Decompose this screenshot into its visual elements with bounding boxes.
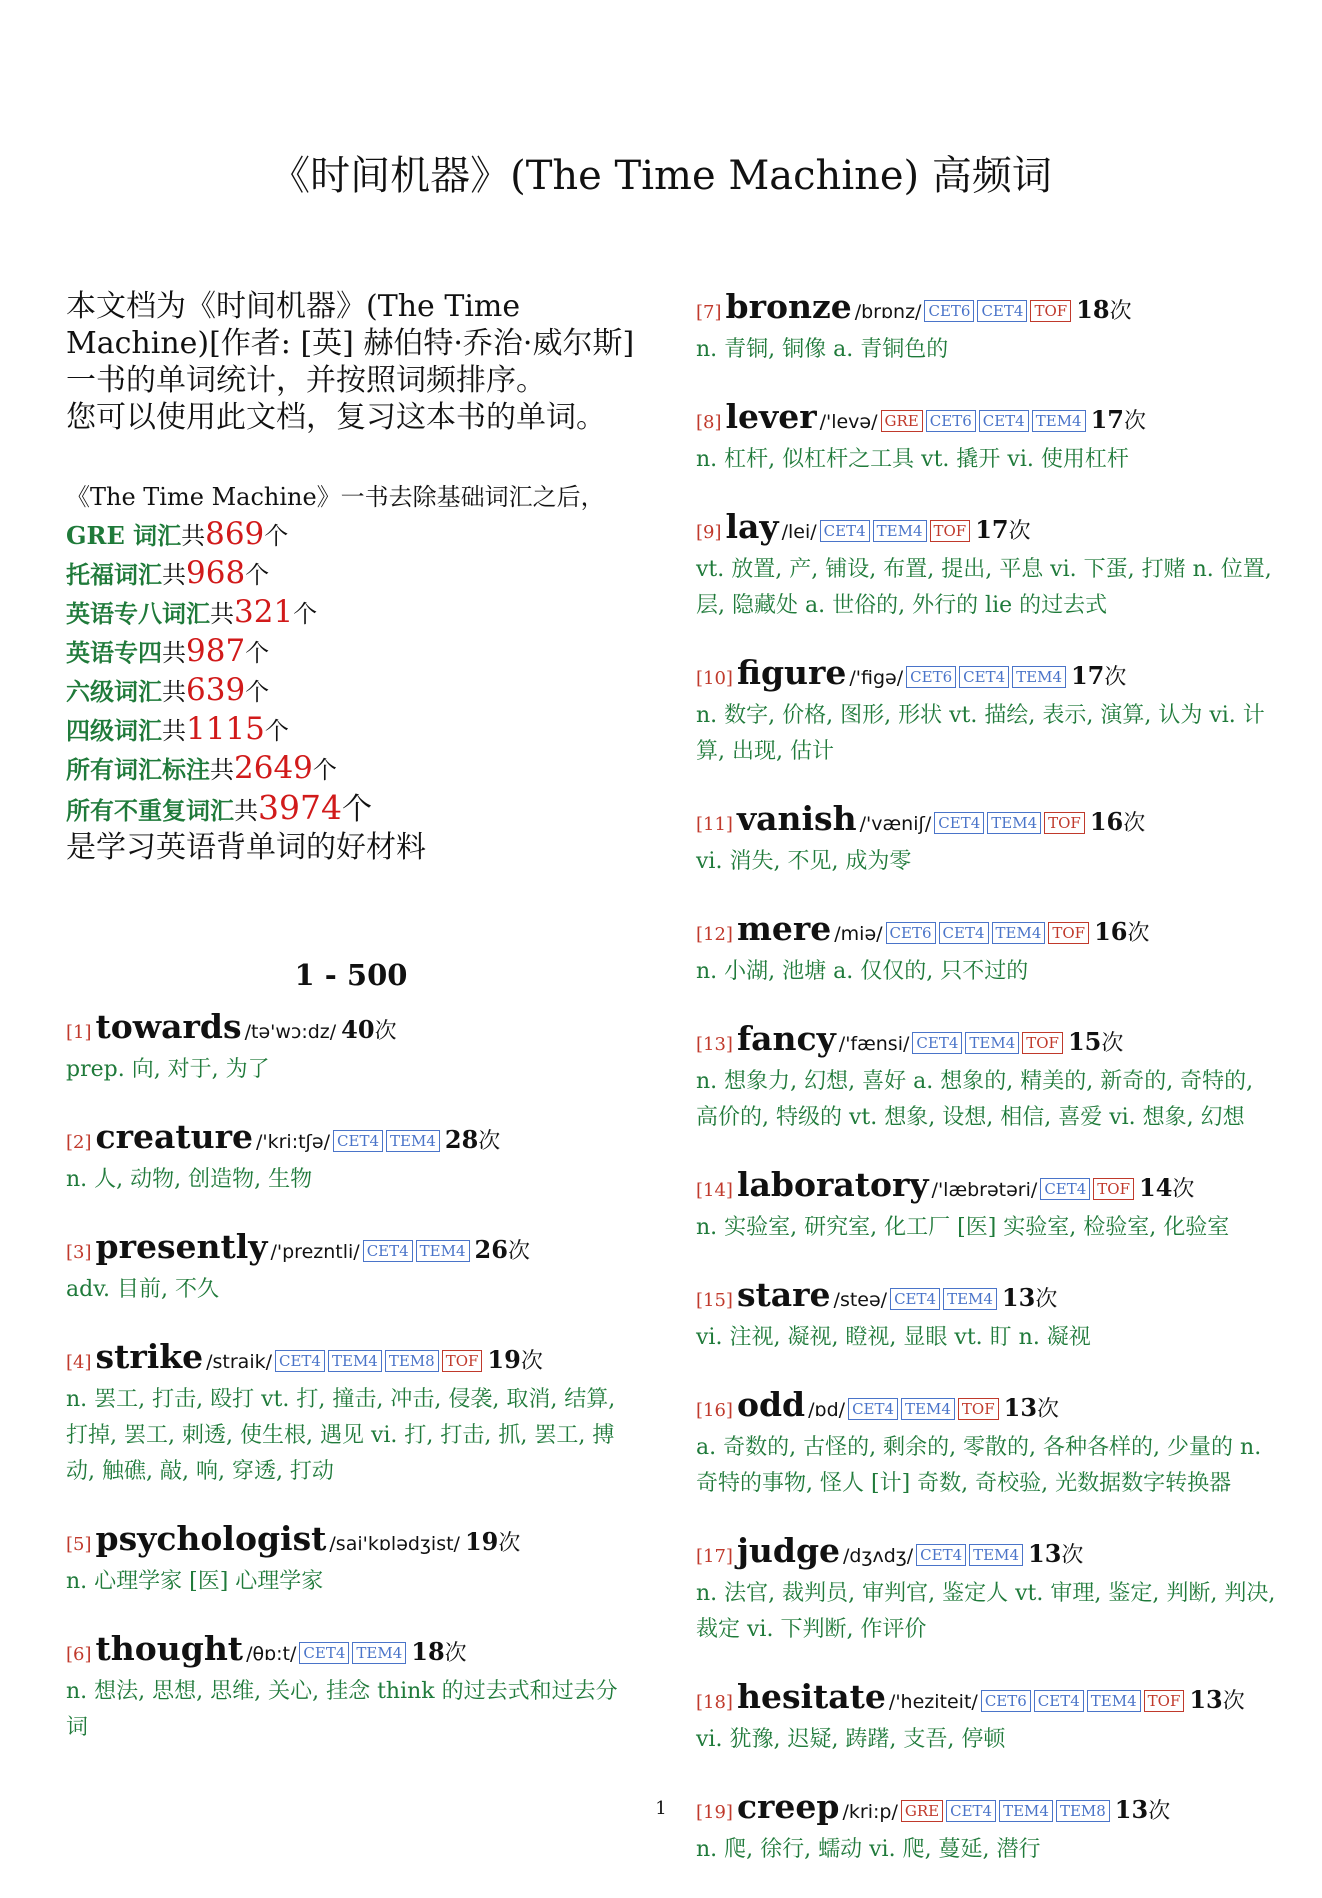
word-entry [696, 654, 1276, 770]
frequency-unit: 次 [1222, 1689, 1245, 1714]
entry-index: [18] [696, 1692, 733, 1713]
exam-tag-cet4: CET4 [333, 1130, 383, 1152]
entry-definition: n. 爬, 徐行, 蠕动 vi. 爬, 蔓延, 潜行 [696, 1837, 1041, 1862]
exam-tag-tem4: TEM4 [1032, 410, 1086, 432]
entry-pronunciation: /'læbrətəri/ [931, 1179, 1038, 1201]
frequency-unit: 次 [1123, 811, 1146, 836]
entry-word: lever [725, 397, 817, 436]
exam-tag-cet4: CET4 [946, 1800, 996, 1822]
entry-index: [10] [696, 668, 733, 689]
stat-label: 托福词汇 [66, 560, 162, 589]
stat-suffix: 共 [162, 678, 186, 706]
word-entry [696, 1386, 1276, 1502]
stat-line [66, 594, 636, 633]
entry-index: [11] [696, 814, 733, 835]
stat-unit: 个 [312, 756, 337, 784]
exam-tag-cet4: CET4 [959, 666, 1009, 688]
exam-tag-tem4: TEM4 [965, 1032, 1019, 1054]
exam-tag-cet4: CET4 [912, 1032, 962, 1054]
entry-frequency: 26 [474, 1235, 508, 1264]
entry-frequency: 15 [1067, 1027, 1102, 1056]
exam-tag-tof: TOF [930, 520, 971, 542]
word-entry [696, 1276, 1276, 1356]
word-entry [696, 1020, 1276, 1136]
entry-index: [15] [696, 1290, 733, 1311]
entry-word: strike [95, 1337, 204, 1376]
stat-unit: 个 [264, 522, 289, 550]
entry-definition: n. 心理学家 [医] 心理学家 [66, 1569, 324, 1594]
stat-suffix: 共 [162, 639, 186, 667]
stat-line [66, 789, 636, 830]
intro [66, 288, 636, 436]
left-column [66, 288, 636, 1776]
entry-head [66, 1630, 636, 1674]
entry-index: [9] [696, 522, 722, 543]
entry-definition: n. 小湖, 池塘 a. 仅仅的, 只不过的 [696, 959, 1029, 984]
stat-suffix: 共 [234, 797, 258, 825]
word-entry [696, 910, 1276, 990]
entry-definition: n. 杠杆, 似杠杆之工具 vt. 撬开 vi. 使用杠杆 [696, 447, 1129, 472]
entry-frequency: 13 [1114, 1795, 1149, 1824]
entry-head [66, 1118, 636, 1162]
frequency-unit: 次 [1104, 665, 1127, 690]
entry-definition: vi. 犹豫, 迟疑, 踌躇, 支吾, 停顿 [696, 1727, 1006, 1752]
exam-tag-tem4: TEM4 [999, 1800, 1053, 1822]
frequency-unit: 次 [374, 1019, 397, 1044]
page-title: 《时间机器》(The Time Machine) 高频词 [270, 153, 1052, 199]
entry-frequency: 19 [464, 1527, 499, 1556]
entry-frequency: 13 [1001, 1283, 1036, 1312]
exam-tag-tof: TOF [1044, 812, 1085, 834]
word-entry [696, 398, 1276, 478]
entry-frequency: 40 [341, 1015, 375, 1044]
exam-tag-cet6: CET6 [924, 300, 974, 322]
exam-tag-cet4: CET4 [1034, 1690, 1084, 1712]
entry-head [696, 800, 1276, 844]
exam-tag-gre: GRE [881, 410, 923, 432]
stat-label: 所有词汇标注 [66, 755, 210, 784]
exam-tag-tem8: TEM8 [385, 1350, 439, 1372]
entry-frequency: 17 [1070, 661, 1105, 690]
entry-pronunciation: /dʒʌdʒ/ [843, 1545, 914, 1567]
entry-definition: prep. 向, 对于, 为了 [66, 1057, 270, 1082]
exam-tag-cet4: CET4 [979, 410, 1029, 432]
frequency-unit: 次 [1037, 1397, 1060, 1422]
exam-tag-gre: GRE [901, 1800, 943, 1822]
entry-pronunciation: /'prezntli/ [270, 1241, 360, 1263]
entry-index: [14] [696, 1180, 733, 1201]
stat-count: 2649 [234, 750, 313, 786]
entry-pronunciation: /brɒnz/ [854, 301, 922, 323]
stat-unit: 个 [293, 600, 318, 628]
exam-tag-tof: TOF [1144, 1690, 1185, 1712]
entry-definition: a. 奇数的, 古怪的, 剩余的, 零散的, 各种各样的, 少量的 n. 奇特的事物, 怪人 [计] 奇数, 奇校验, 光数据数字转换器 [696, 1435, 1262, 1496]
entry-head [696, 654, 1276, 698]
entry-index: [6] [66, 1644, 92, 1665]
entry-head [66, 1338, 636, 1382]
entry-head [696, 1276, 1276, 1320]
stat-line [66, 516, 636, 555]
stats-lead: 《The Time Machine》一书去除基础词汇之后， [66, 483, 605, 511]
entry-head [696, 398, 1276, 442]
exam-tag-tem4: TEM4 [901, 1398, 955, 1420]
entry-word: hesitate [736, 1677, 886, 1716]
entry-head [66, 1008, 636, 1052]
entry-head [696, 1166, 1276, 1210]
exam-tag-tem4: TEM4 [873, 520, 927, 542]
entry-frequency: 17 [1090, 405, 1124, 434]
entry-word: presently [95, 1227, 268, 1266]
entry-definition: vi. 注视, 凝视, 瞪视, 显眼 vt. 盯 n. 凝视 [696, 1325, 1091, 1350]
exam-tag-cet6: CET6 [981, 1690, 1031, 1712]
stat-suffix: 共 [162, 561, 186, 589]
frequency-unit: 次 [444, 1641, 467, 1666]
entry-frequency: 19 [487, 1345, 521, 1374]
stat-label: 所有不重复词汇 [66, 796, 234, 825]
word-entry [696, 800, 1276, 880]
frequency-unit: 次 [1109, 299, 1132, 324]
entry-frequency: 16 [1094, 917, 1128, 946]
entry-frequency: 14 [1139, 1173, 1173, 1202]
page-number: 1 [655, 1798, 667, 1819]
entry-word: mere [736, 909, 832, 948]
entry-word: judge [736, 1531, 841, 1570]
stat-unit: 个 [245, 639, 270, 667]
exam-tag-tof: TOF [1022, 1032, 1063, 1054]
exam-tag-cet4: CET4 [820, 520, 870, 542]
entry-index: [5] [66, 1534, 92, 1555]
entry-word: laboratory [736, 1165, 929, 1204]
exam-tag-tem4: TEM4 [328, 1350, 382, 1372]
entry-pronunciation: /'heziteit/ [888, 1691, 978, 1713]
stat-label: 英语专四 [66, 638, 162, 667]
entry-pronunciation: /ɒd/ [808, 1399, 846, 1421]
entry-head [696, 508, 1276, 552]
entry-pronunciation: /kri:p/ [842, 1801, 898, 1823]
entry-word: towards [95, 1007, 242, 1046]
entry-word: psychologist [95, 1519, 327, 1558]
exam-tag-tof: TOF [1048, 922, 1089, 944]
exam-tag-tem4: TEM4 [987, 812, 1041, 834]
exam-tag-cet4: CET4 [848, 1398, 898, 1420]
frequency-unit: 次 [1172, 1177, 1195, 1202]
word-entry [66, 1228, 636, 1308]
frequency-unit: 次 [1008, 519, 1031, 544]
stat-unit: 个 [264, 717, 289, 745]
entry-pronunciation: /'kri:tʃə/ [255, 1131, 331, 1153]
entry-pronunciation: /θɒ:t/ [246, 1643, 297, 1665]
word-entry [66, 1338, 636, 1490]
exam-tag-cet4: CET4 [977, 300, 1027, 322]
entry-frequency: 18 [411, 1637, 445, 1666]
exam-tag-cet6: CET6 [886, 922, 936, 944]
stat-unit: 个 [341, 792, 372, 827]
stat-count: 987 [186, 633, 246, 669]
section-heading: 1 - 500 [294, 958, 408, 992]
entry-definition: adv. 目前, 不久 [66, 1277, 219, 1302]
entry-index: [7] [696, 302, 722, 323]
frequency-unit: 次 [1148, 1799, 1171, 1824]
word-entry [66, 1118, 636, 1198]
stat-count: 869 [205, 516, 265, 552]
entry-head [696, 288, 1276, 332]
entry-index: [17] [696, 1546, 733, 1567]
entry-head [696, 1532, 1276, 1576]
entry-frequency: 18 [1076, 295, 1110, 324]
exam-tag-cet6: CET6 [926, 410, 976, 432]
entry-pronunciation: /miə/ [834, 923, 883, 945]
exam-tag-cet4: CET4 [934, 812, 984, 834]
entry-head [696, 1678, 1276, 1722]
exam-tag-cet4: CET4 [299, 1642, 349, 1664]
word-entry [66, 1630, 636, 1746]
entry-definition: n. 罢工, 打击, 殴打 vt. 打, 撞击, 冲击, 侵袭, 取消, 结算, 打掉, 罢工, 刺透, 使生根, 遇见 vi. 打, 打击, 抓, 罢工, 搏动, 触礁, 敲, 响, 穿透, 打动 [66, 1387, 616, 1484]
exam-tag-tem4: TEM4 [969, 1544, 1023, 1566]
entry-definition: n. 青铜, 铜像 a. 青铜色的 [696, 337, 949, 362]
exam-tag-tem4: TEM4 [386, 1130, 440, 1152]
entry-pronunciation: /tə'wɔ:dz/ [244, 1021, 337, 1043]
exam-tag-tof: TOF [1093, 1178, 1134, 1200]
entry-frequency: 17 [975, 515, 1009, 544]
entry-definition: n. 实验室, 研究室, 化工厂 [医] 实验室, 检验室, 化验室 [696, 1215, 1230, 1240]
word-entry [696, 1678, 1276, 1758]
entry-frequency: 28 [444, 1125, 479, 1154]
entry-frequency: 13 [1003, 1393, 1038, 1422]
frequency-unit: 次 [478, 1129, 501, 1154]
frequency-unit: 次 [520, 1349, 543, 1374]
stat-suffix: 共 [210, 600, 234, 628]
frequency-unit: 次 [1127, 921, 1150, 946]
entry-definition: n. 想象力, 幻想, 喜好 a. 想象的, 精美的, 新奇的, 奇特的, 高价的, 特级的 vt. 想象, 设想, 相信, 喜爱 vi. 想象, 幻想 [696, 1069, 1254, 1130]
frequency-unit: 次 [498, 1531, 521, 1556]
entry-frequency: 13 [1189, 1685, 1223, 1714]
entry-head [66, 1520, 636, 1564]
exam-tag-tof: TOF [958, 1398, 999, 1420]
stat-unit: 个 [245, 561, 270, 589]
exam-tag-tem4: TEM4 [1087, 1690, 1141, 1712]
word-entry [66, 1008, 636, 1088]
stat-line [66, 711, 636, 750]
entry-index: [3] [66, 1242, 92, 1263]
entry-index: [13] [696, 1034, 733, 1055]
exam-tag-cet4: CET4 [1040, 1178, 1090, 1200]
exam-tag-cet4: CET4 [916, 1544, 966, 1566]
frequency-unit: 次 [1061, 1543, 1084, 1568]
stat-label: 英语专八词汇 [66, 599, 210, 628]
exam-tag-tem4: TEM4 [1012, 666, 1066, 688]
entry-word: bronze [725, 287, 852, 326]
entry-head [696, 910, 1276, 954]
entry-definition: vi. 消失, 不见, 成为零 [696, 849, 912, 874]
stat-label: 四级词汇 [66, 716, 162, 745]
word-entry [66, 1520, 636, 1600]
entry-pronunciation: /'figə/ [849, 667, 904, 689]
stats-block [66, 479, 636, 866]
exam-tag-cet4: CET4 [363, 1240, 413, 1262]
exam-tag-tem4: TEM4 [352, 1642, 406, 1664]
stat-suffix: 共 [181, 522, 206, 550]
entry-definition: n. 数字, 价格, 图形, 形状 vt. 描绘, 表示, 演算, 认为 vi. 计算, 出现, 估计 [696, 703, 1265, 764]
stat-label: GRE 词汇 [66, 521, 182, 550]
entry-index: [4] [66, 1352, 92, 1373]
entry-word: creep [736, 1787, 840, 1826]
entry-word: odd [736, 1385, 806, 1424]
entry-word: stare [736, 1275, 831, 1314]
entry-pronunciation: /lei/ [781, 521, 817, 543]
intro-line: 本文档为《时间机器》(The Time Machine)[作者: [英] 赫伯特·乔治·威尔斯] 一书的单词统计，并按照词频排序。 [66, 289, 635, 398]
entry-word: lay [725, 507, 779, 546]
exam-tag-cet4: CET4 [275, 1350, 325, 1372]
entry-index: [19] [696, 1802, 733, 1823]
stat-label: 六级词汇 [66, 677, 162, 706]
stat-count: 968 [186, 555, 246, 591]
entry-index: [1] [66, 1022, 92, 1043]
entry-index: [2] [66, 1132, 92, 1153]
frequency-unit: 次 [1124, 409, 1147, 434]
entry-pronunciation: /'væniʃ/ [859, 813, 932, 835]
entry-index: [12] [696, 924, 733, 945]
stat-suffix: 共 [162, 717, 186, 745]
entry-definition: n. 法官, 裁判员, 审判官, 鉴定人 vt. 审理, 鉴定, 判断, 判决, 裁定 vi. 下判断, 作评价 [696, 1581, 1276, 1642]
word-entry [696, 1532, 1276, 1648]
entry-frequency: 16 [1089, 807, 1124, 836]
stat-suffix: 共 [210, 756, 234, 784]
word-entry [696, 508, 1276, 624]
exam-tag-tof: TOF [442, 1350, 483, 1372]
entry-head [696, 1386, 1276, 1430]
exam-tag-tem8: TEM8 [1056, 1800, 1110, 1822]
exam-tag-cet6: CET6 [906, 666, 956, 688]
entry-definition: n. 人, 动物, 创造物, 生物 [66, 1167, 313, 1192]
intro-line: 您可以使用此文档，复习这本书的单词。 [66, 400, 606, 435]
entry-pronunciation: /steə/ [833, 1289, 888, 1311]
stat-line [66, 750, 636, 789]
entry-definition: n. 想法, 思想, 思维, 关心, 挂念 think 的过去式和过去分词 [66, 1679, 618, 1740]
stats-conclusion: 是学习英语背单词的好材料 [66, 830, 426, 865]
exam-tag-tof: TOF [1030, 300, 1071, 322]
entry-pronunciation: /'levə/ [819, 411, 878, 433]
exam-tag-tem4: TEM4 [416, 1240, 470, 1262]
exam-tag-cet4: CET4 [939, 922, 989, 944]
entry-head [696, 1020, 1276, 1064]
entry-pronunciation: /straik/ [206, 1351, 272, 1373]
entry-pronunciation: /sai'kɒlədʒist/ [329, 1533, 460, 1555]
stat-line [66, 555, 636, 594]
exam-tag-tem4: TEM4 [943, 1288, 997, 1310]
entry-definition: vt. 放置, 产, 铺设, 布置, 提出, 平息 vi. 下蛋, 打赌 n. 位置, 层, 隐藏处 a. 世俗的, 外行的 lie 的过去式 [696, 557, 1272, 618]
entry-word: thought [95, 1629, 244, 1668]
frequency-unit: 次 [507, 1239, 530, 1264]
stat-count: 1115 [186, 711, 265, 747]
stat-line [66, 633, 636, 672]
stat-count: 321 [234, 594, 294, 630]
stat-line [66, 672, 636, 711]
entry-index: [8] [696, 412, 722, 433]
right-column [696, 288, 1276, 1898]
stat-unit: 个 [245, 678, 270, 706]
word-entry [696, 1166, 1276, 1246]
entry-word: vanish [736, 799, 857, 838]
entry-head [66, 1228, 636, 1272]
entry-pronunciation: /'fænsi/ [838, 1033, 910, 1055]
frequency-unit: 次 [1035, 1287, 1058, 1312]
stat-count: 3974 [258, 788, 342, 827]
word-entry [696, 288, 1276, 368]
frequency-unit: 次 [1101, 1031, 1124, 1056]
exam-tag-tem4: TEM4 [992, 922, 1046, 944]
entry-word: creature [95, 1117, 253, 1156]
entry-index: [16] [696, 1400, 733, 1421]
exam-tag-cet4: CET4 [890, 1288, 940, 1310]
stat-count: 639 [186, 672, 246, 708]
entry-word: fancy [736, 1019, 836, 1058]
entry-frequency: 13 [1028, 1539, 1062, 1568]
entry-word: figure [736, 653, 847, 692]
